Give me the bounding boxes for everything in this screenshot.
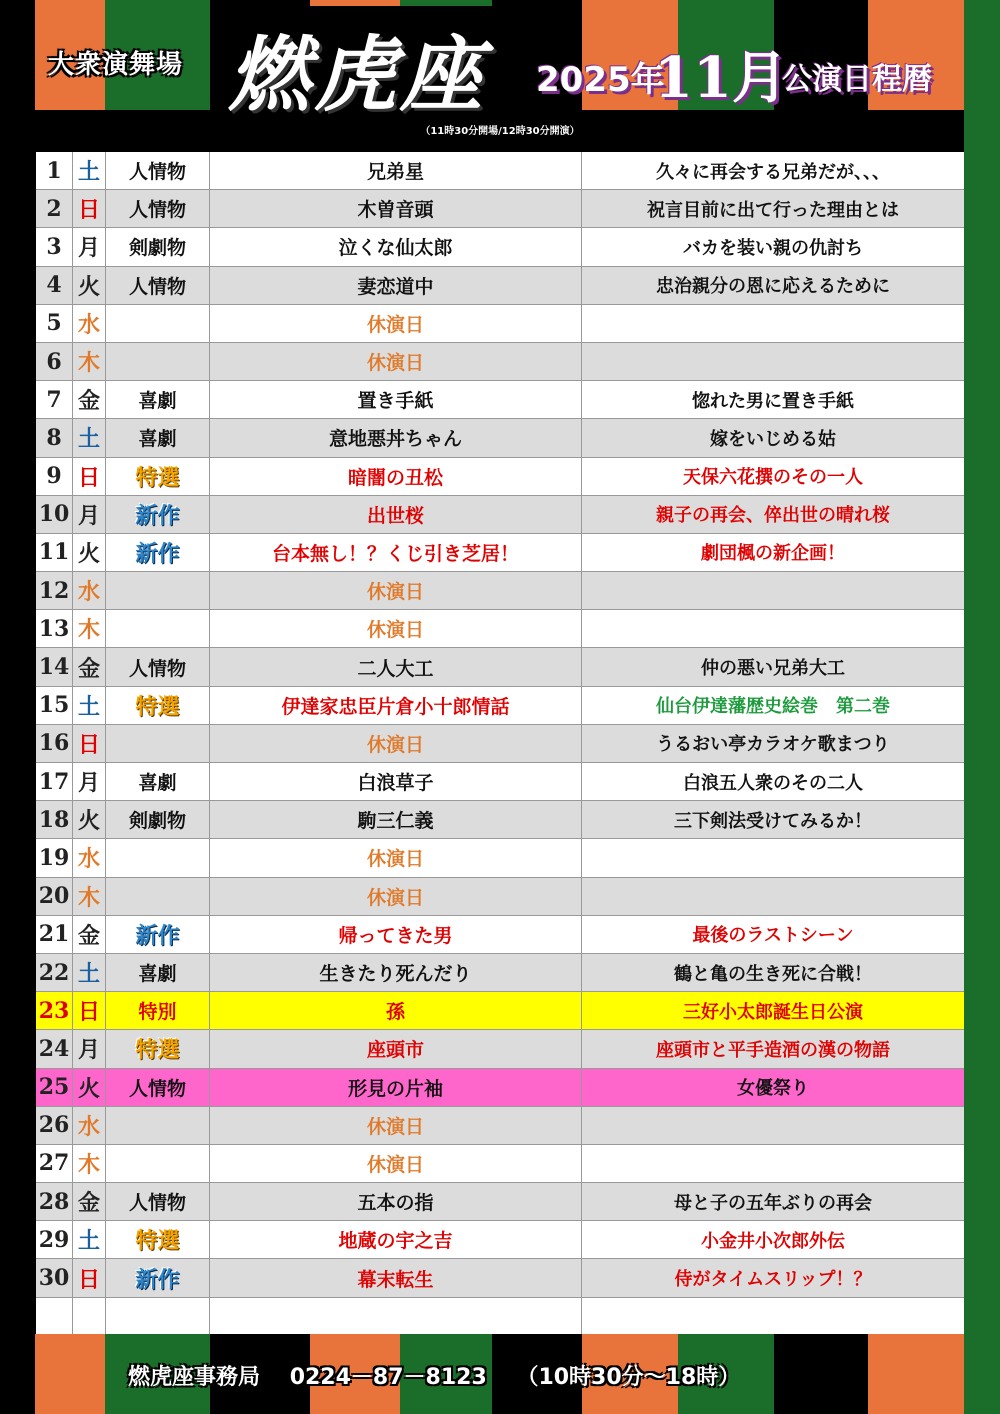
table-row [36,1183,964,1221]
weekday: 金 [73,648,106,685]
weekday: 日 [73,992,106,1029]
weekday: 土 [73,687,106,724]
play-title: 幕末転生 [210,1259,582,1296]
weekday: 金 [73,381,106,418]
weekday: 日 [73,1259,106,1296]
table-row [36,878,964,916]
play-description [582,1145,964,1182]
table-row [36,381,964,419]
play-description [582,305,964,342]
genre: 人情物 [106,190,210,227]
day-number: 11 [36,534,73,571]
genre [106,343,210,380]
table-row [36,763,964,801]
empty-cell [73,1298,106,1334]
day-number: 28 [36,1183,73,1220]
genre [106,878,210,915]
weekday: 土 [73,954,106,991]
genre: 喜劇 [106,381,210,418]
genre: 特選 [106,1221,210,1258]
play-title: 生きたり死んだり [210,954,582,991]
play-title: 休演日 [210,610,582,647]
play-title: 五本の指 [210,1183,582,1220]
genre: 新作 [106,916,210,953]
schedule-title: 公演日程暦 [782,62,932,97]
genre [106,1107,210,1144]
weekday: 水 [73,305,106,342]
month-title: 11月 [654,45,788,111]
weekday: 火 [73,1069,106,1106]
genre: 喜劇 [106,763,210,800]
table-row [36,1069,964,1107]
table-row [36,152,964,190]
play-title: 白浪草子 [210,763,582,800]
left-border [0,110,36,1334]
day-number: 13 [36,610,73,647]
day-number: 5 [36,305,73,342]
table-row [36,190,964,228]
weekday: 水 [73,572,106,609]
day-number: 16 [36,725,73,762]
play-description: バカを装い親の仇討ち [683,237,863,259]
empty-cell [210,1298,582,1334]
table-row [36,954,964,992]
weekday: 土 [73,1221,106,1258]
weekday: 水 [73,1107,106,1144]
play-title: 休演日 [210,878,582,915]
play-description: 座頭市と平手造酒の漢の物語 [656,1039,890,1061]
play-description [582,839,964,876]
play-description: 惚れた男に置き手紙 [692,390,854,412]
play-description: 劇団楓の新企画！ [701,543,845,565]
day-number: 18 [36,801,73,838]
play-title: 休演日 [210,572,582,609]
table-row [36,496,964,534]
empty-cell [582,1298,964,1334]
play-title: 台本無し！？くじ引き芝居！ [210,534,582,571]
play-title: 孫 [210,992,582,1029]
day-number: 21 [36,916,73,953]
day-number: 12 [36,572,73,609]
genre: 特選 [106,458,210,495]
play-title: 帰ってきた男 [210,916,582,953]
play-title: 休演日 [210,305,582,342]
genre: 新作 [106,534,210,571]
weekday: 月 [73,496,106,533]
weekday: 月 [73,1030,106,1067]
play-description: 小金井小次郎外伝 [701,1230,845,1252]
genre: 特選 [106,1030,210,1067]
genre: 新作 [106,1259,210,1296]
play-title: 置き手紙 [210,381,582,418]
play-title: 兄弟星 [210,152,582,189]
weekday: 木 [73,1145,106,1182]
table-row [36,992,964,1030]
phone-number[interactable]: 0224－87－8123 [289,1365,487,1390]
play-description [582,878,964,915]
blank-row [36,1298,964,1335]
genre: 人情物 [106,1183,210,1220]
table-row [36,228,964,266]
play-description: 三好小太郎誕生日公演 [683,1001,863,1023]
play-description [582,1107,964,1144]
genre: 特別 [106,992,210,1029]
weekday: 金 [73,916,106,953]
play-title: 休演日 [210,725,582,762]
play-description: 忠治親分の恩に応えるために [656,276,890,298]
table-row [36,687,964,725]
day-number: 27 [36,1145,73,1182]
play-title: 泣くな仙太郎 [210,228,582,265]
office-hours: （10時30分～18時） [516,1365,741,1390]
play-title: 地蔵の宇之吉 [210,1221,582,1258]
table-row [36,1145,964,1183]
play-description: うるおい亭カラオケ歌まつり [656,734,890,756]
day-number: 19 [36,839,73,876]
play-title: 休演日 [210,839,582,876]
play-title: 意地悪丼ちゃん [210,419,582,456]
weekday: 火 [73,534,106,571]
weekday: 金 [73,1183,106,1220]
weekday: 木 [73,343,106,380]
weekday: 月 [73,228,106,265]
day-number: 23 [36,992,73,1029]
show-hours: （11時30分開場/12時30分開演） [420,126,580,137]
table-row [36,1259,964,1297]
play-description [582,343,964,380]
genre: 新作 [106,496,210,533]
weekday: 水 [73,839,106,876]
play-title: 休演日 [210,1145,582,1182]
weekday: 土 [73,419,106,456]
weekday: 木 [73,878,106,915]
day-number: 1 [36,152,73,189]
weekday: 火 [73,267,106,304]
day-number: 17 [36,763,73,800]
table-row [36,458,964,496]
weekday: 日 [73,458,106,495]
theater-logo: 燃虎座 [228,27,486,123]
day-number: 22 [36,954,73,991]
weekday: 木 [73,610,106,647]
play-description: 侍がタイムスリップ！？ [674,1269,872,1291]
play-description: 祝言目前に出て行った理由とは [647,199,899,221]
table-row [36,534,964,572]
table-row [36,916,964,954]
table-row [36,1030,964,1068]
genre: 特選 [106,687,210,724]
play-description [582,572,964,609]
play-description: 最後のラストシーン [692,925,854,947]
empty-cell [36,1298,73,1334]
play-description: 鶴と亀の生き死に合戦！ [674,963,872,985]
play-title: 二人大工 [210,648,582,685]
play-description [582,610,964,647]
play-description: 女優祭り [737,1078,809,1100]
day-number: 30 [36,1259,73,1296]
table-row [36,801,964,839]
venue-name: 大衆演舞場 [48,50,184,80]
genre: 喜劇 [106,954,210,991]
play-title: 伊達家忠臣片倉小十郎情話 [210,687,582,724]
table-row [36,610,964,648]
day-number: 8 [36,419,73,456]
play-title: 駒三仁義 [210,801,582,838]
play-title: 木曽音頭 [210,190,582,227]
genre: 喜劇 [106,419,210,456]
genre: 人情物 [106,152,210,189]
day-number: 9 [36,458,73,495]
weekday: 火 [73,801,106,838]
day-number: 14 [36,648,73,685]
genre [106,1145,210,1182]
year-title: 2025年 [536,60,665,100]
table-row [36,648,964,686]
play-description: 三下剣法受けてみるか！ [674,810,872,832]
table-row [36,343,964,381]
play-title: 妻恋道中 [210,267,582,304]
genre: 剣劇物 [106,801,210,838]
genre [106,305,210,342]
genre: 剣劇物 [106,228,210,265]
table-row [36,1107,964,1145]
play-description: 白浪五人衆のその二人 [683,772,863,794]
play-title: 出世桜 [210,496,582,533]
play-description: 母と子の五年ぶりの再会 [674,1192,872,1214]
weekday: 日 [73,190,106,227]
table-row [36,305,964,343]
footer-contact [128,1360,762,1391]
table-row [36,725,964,763]
genre [106,572,210,609]
play-description: 仲の悪い兄弟大工 [701,658,845,680]
weekday: 日 [73,725,106,762]
genre [106,610,210,647]
day-number: 2 [36,190,73,227]
weekday: 月 [73,763,106,800]
play-description: 久々に再会する兄弟だが、、、 [656,161,890,183]
day-number: 4 [36,267,73,304]
genre [106,725,210,762]
play-description: 嫁をいじめる姑 [710,428,836,450]
genre: 人情物 [106,648,210,685]
genre [106,839,210,876]
play-title: 形見の片袖 [210,1069,582,1106]
play-title: 暗闇の丑松 [210,458,582,495]
right-border [964,110,1000,1334]
genre: 人情物 [106,1069,210,1106]
office-name: 燃虎座事務局 [128,1365,261,1390]
day-number: 3 [36,228,73,265]
day-number: 26 [36,1107,73,1144]
table-row [36,419,964,457]
play-title: 休演日 [210,343,582,380]
play-title: 座頭市 [210,1030,582,1067]
empty-cell [106,1298,210,1334]
table-row [36,1221,964,1259]
table-row [36,572,964,610]
day-number: 6 [36,343,73,380]
play-description: 仙台伊達藩歴史絵巻 第二巻 [656,696,890,718]
weekday: 土 [73,152,106,189]
play-description: 天保六花撰のその一人 [683,467,863,489]
genre: 人情物 [106,267,210,304]
play-title: 休演日 [210,1107,582,1144]
day-number: 7 [36,381,73,418]
day-number: 15 [36,687,73,724]
table-row [36,839,964,877]
schedule-table [36,152,964,1335]
play-description: 親子の再会、倅出世の晴れ桜 [656,505,890,527]
day-number: 25 [36,1069,73,1106]
table-row [36,267,964,305]
day-number: 20 [36,878,73,915]
day-number: 24 [36,1030,73,1067]
day-number: 10 [36,496,73,533]
day-number: 29 [36,1221,73,1258]
